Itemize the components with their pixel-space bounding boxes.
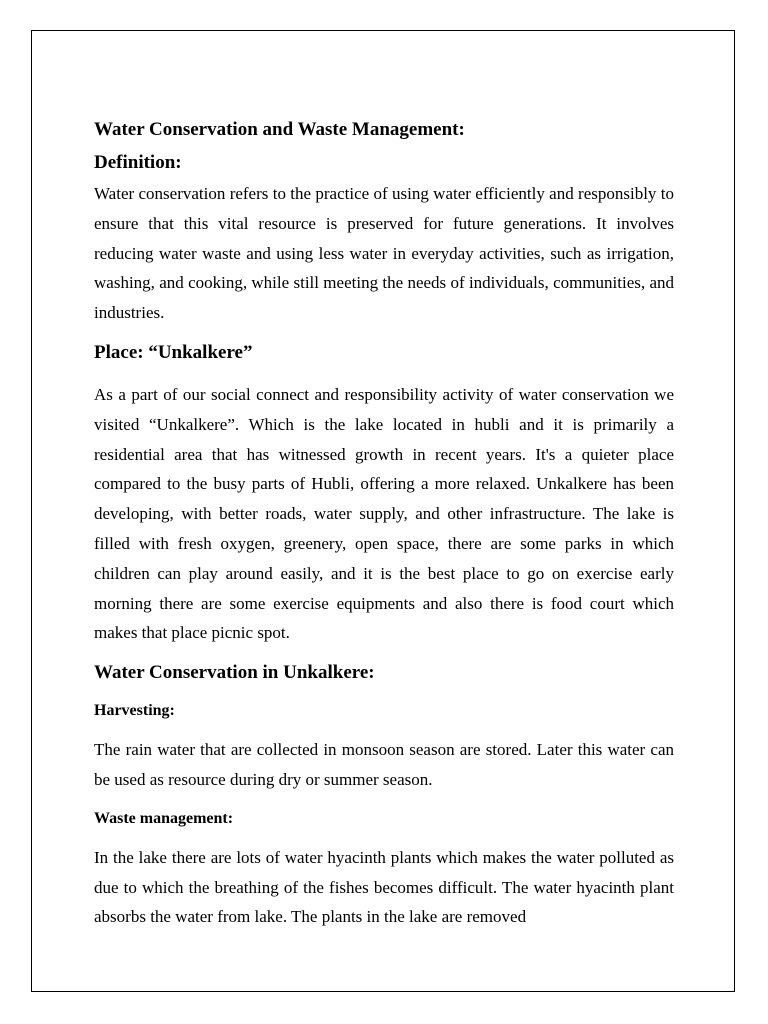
waste-management-paragraph: In the lake there are lots of water hyacinth plants which makes the water polluted as due to which the breathing of the fishes becomes difficult. The water hyacinth plant absorbs the water from lake. The plants in the lake are removed — [94, 847, 674, 927]
harvesting-paragraph: The rain water that are collected in monsoon season are stored. Later this water can be used as resource during dry or summer season. — [94, 740, 674, 789]
place-heading: Place: “Unkalkere” — [94, 341, 253, 363]
document-body — [94, 117, 674, 932]
definition-paragraph: Water conservation refers to the practice of using water efficiently and responsibly to ensure that this vital resource is preserved for future generations. It involves reducing water waste and using less water in everyday activities, such as irrigation, washing, and cooking, while still meeting the needs of individuals, communities, and industries. — [94, 184, 674, 323]
place-paragraph: As a part of our social connect and responsibility activity of water conservation we visited “Unkalkere”. Which is the lake located in hubli and it is primarily a residential area that has witnessed growth in recent years. It's a quieter place compared to the busy parts of Hubli, offering a more relaxed. Unkalkere has been developing, with better roads, water supply, and other infrastructure. The lake is filled with fresh oxygen, greenery, open space, there are some parks in which children can play around easily, and it is the best place to go on exercise early morning there are some exercise equipments and also there is food court which makes that place picnic spot. — [94, 384, 674, 643]
conservation-heading: Water Conservation in Unkalkere: — [94, 662, 375, 684]
waste-management-heading: Waste management: — [94, 809, 234, 827]
harvesting-heading: Harvesting: — [94, 702, 175, 720]
document-title: Water Conservation and Waste Management: — [94, 119, 465, 140]
document-page — [31, 30, 735, 992]
definition-heading: Definition: — [94, 152, 182, 173]
